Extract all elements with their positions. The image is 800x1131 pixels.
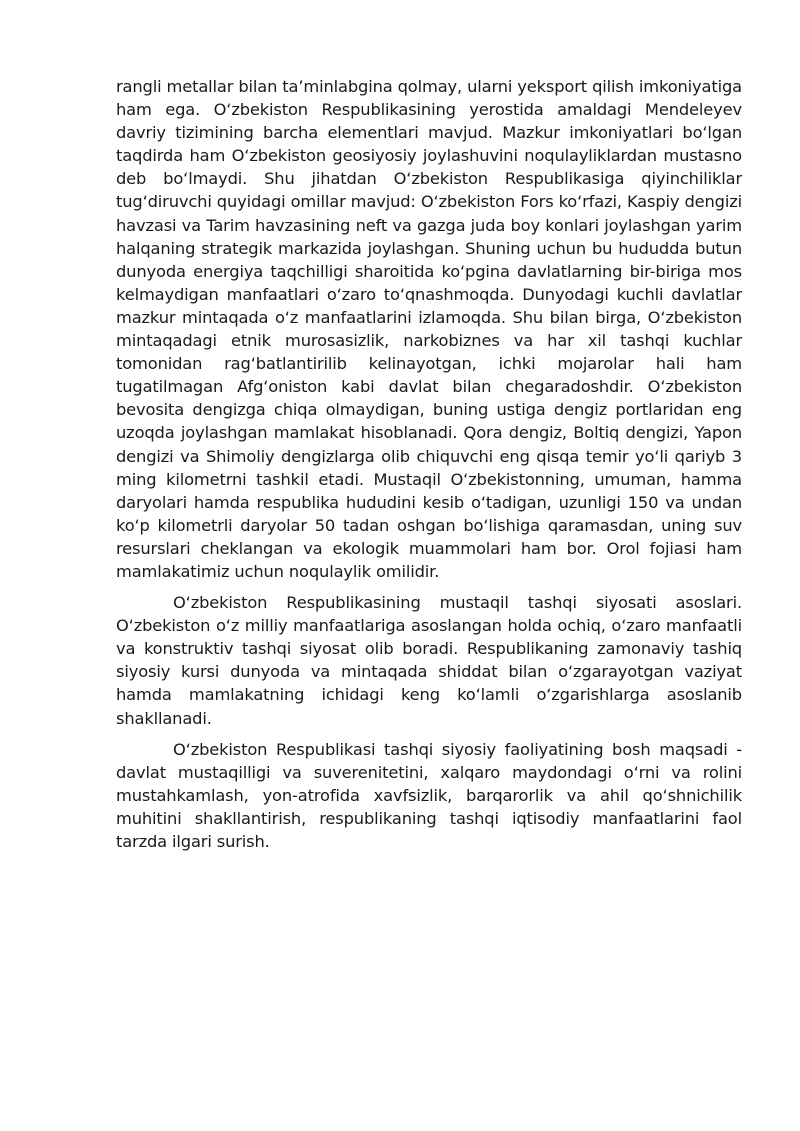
paragraph-continuation: rangli metallar bilan ta’minlabgina qolmay, ularni yeksport qilish imkoniyatiga ham ega. O‘zbekiston Respublikasining yerostida amaldagi Mendeleyev davriy tizimining barcha elementlari mavjud. Mazkur imkoniyatlari bo‘lgan taqdirda ham O‘zbekiston geosiyosiy joylashuvini noqulayliklardan mustasno deb bo‘lmaydi. Shu jihatdan O‘zbekiston Respublikasiga qiyinchiliklar tug‘diruvchi quyidagi omillar mavjud: O‘zbekiston Fors ko‘rfazi, Kaspiy dengizi havzasi va Tarim havzasining neft va gazga juda boy konlari joylashgan yarim halqaning strategik markazida joylashgan. Shuning uchun bu hududda butun dunyoda energiya taqchilligi sharoitida ko‘pgina davlatlarning bir-biriga mos kelmaydigan manfaatlari o‘zaro to‘qnashmoqda. Dunyodagi kuchli davlatlar mazkur mintaqada o‘z manfaatlarini izlamoqda. Shu bilan birga, O‘zbekiston mintaqadagi etnik murosasizlik, narkobiznes va har xil tashqi kuchlar tomonidan rag‘batlantirilib kelinayotgan, ichki mojarolar hali ham tugatilmagan Afg‘oniston kabi davlat bilan chegaradoshdir. O‘zbekiston bevosita dengizga chiqa olmaydigan, buning ustiga dengiz portlaridan eng uzoqda joylashgan mamlakat hisoblanadi. Qora dengiz, Boltiq dengizi, Yapon dengizi va Shimoliy dengizlarga olib chiquvchi eng qisqa temir yo‘li qariyb 3 ming kilometrni tashkil etadi. Mustaqil O‘zbekistonning, umuman, hamma daryolari hamda respublika hududini kesib o‘tadigan, uzunligi 150 va undan ko‘p kilometrli daryolar 50 tadan oshgan bo‘lishiga qaramasdan, uning suv resurslari cheklangan va ekologik muammolari ham bor. Orol fojiasi ham mamlakatimiz uchun noqulaylik omilidir. [116,77,742,581]
document-page [116,75,742,853]
paragraph-foreign-policy-foundations: O‘zbekiston Respublikasining mustaqil tashqi siyosati asoslari. O‘zbekiston o‘z milliy manfaatlariga asoslangan holda ochiq, o‘zaro manfaatli va konstruktiv tashqi siyosat olib boradi. Respublikaning zamonaviy tashiq siyosiy kursi dunyoda va mintaqada shiddat bilan o‘zgarayotgan vaziyat hamda mamlakatning ichidagi keng ko‘lamli o‘zgarishlarga asoslanib shakllanadi. [116,593,742,728]
paragraph-foreign-policy-goal: O‘zbekiston Respublikasi tashqi siyosiy faoliyatining bosh maqsadi - davlat mustaqilligi va suverenitetini, xalqaro maydondagi o‘rni va rolini mustahkamlash, yon-atrofida xavfsizlik, barqarorlik va ahil qo‘shnichilik muhitini shakllantirish, respublikaning tashqi iqtisodiy manfaatlarini faol tarzda ilgari surish. [116,739,742,851]
